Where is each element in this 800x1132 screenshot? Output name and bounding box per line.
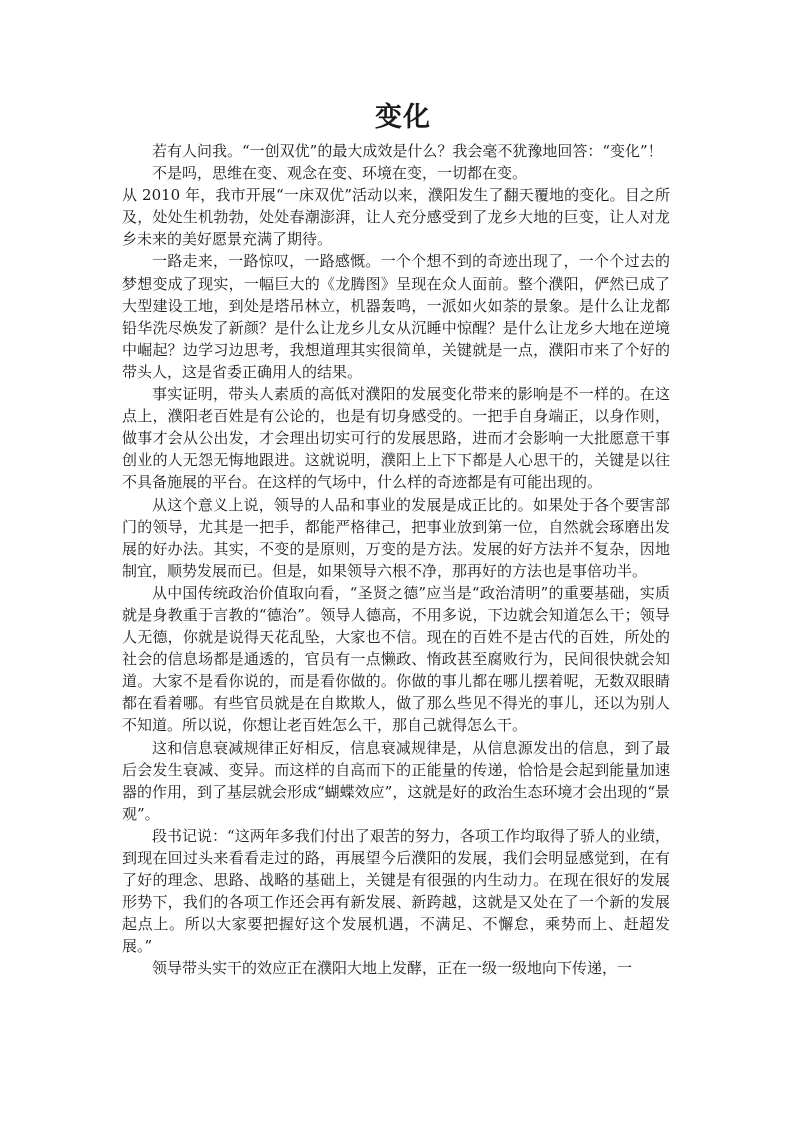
document-title: 变化 — [375, 102, 431, 133]
document-page — [122, 96, 670, 980]
paragraph: 这和信息衰减规律正好相反，信息衰减规律是，从信息源发出的信息，到了最后会发生衰减、变异。而这样的自高而下的正能量的传递，恰恰是会起到能量加速器的作用，到了基层就会形成“蝴蝶效应”，这就是好的政治生态环境才会出现的“景观”。 — [122, 738, 671, 823]
paragraph: 从 2010 年，我市开展“一床双优”活动以来，濮阳发生了翻天覆地的变化。目之所及，处处生机勃勃，处处春潮澎湃，让人充分感受到了龙乡大地的巨变，让人对龙乡未来的美好愿景充满了期待。 — [122, 186, 670, 249]
paragraph: 段书记说：“这两年多我们付出了艰苦的努力，各项工作均取得了骄人的业绩，到现在回过头来看看走过的路，再展望今后濮阳的发展，我们会明显感觉到，在有了好的理念、思路、战略的基础上，关键是有很强的内生动力。在现在很好的发展形势下，我们的各项工作还会再有新发展、新跨越，这就是又处在了一个新的发展起点上。所以大家要把握好这个发展机遇，不满足、不懈怠，乘势而上、赶超发展。” — [122, 826, 670, 956]
paragraph: 从中国传统政治价值取向看，“圣贤之德”应当是“政治清明”的重要基础，实质就是身教重于言教的“德治”。领导人德高，不用多说，下边就会知道怎么干；领导人无德，你就是说得天花乱坠，大家也不信。现在的百姓不是古代的百姓，所处的社会的信息场都是通透的，官员有一点懒政、惰政甚至腐败行为，民间很快就会知道。大家不是看你说的，而是看你做的。你做的事儿都在哪儿摆着呢，无数双眼睛都在看着哪。有些官员就是在自欺欺人，做了那么些见不得光的事儿，还以为别人不知道。所以说，你想让老百姓怎么干，那自己就得怎么干。 — [122, 583, 670, 735]
paragraph: 事实证明，带头人素质的高低对濮阳的发展变化带来的影响是不一样的。在这点上，濮阳老百姓是有公论的，也是有切身感受的。一把手自身端正，以身作则，做事才会从公出发，才会理出切实可行的发展思路，进而才会影响一大批愿意干事创业的人无怨无悔地跟进。这就说明，濮阳上上下下都是人心思干的，关键是以往不具备施展的平台。在这样的气场中，什么样的奇迹都是有可能出现的。 — [122, 385, 670, 492]
paragraph: 一路走来，一路惊叹，一路感慨。一个个想不到的奇迹出现了，一个个过去的梦想变成了现实，一幅巨大的《龙腾图》呈现在众人面前。整个濮阳，俨然已成了大型建设工地，到处是塔吊林立，机器轰鸣，一派如火如荼的景象。是什么让龙都铅华洗尽焕发了新颜？是什么让龙乡儿女从沉睡中惊醒？是什么让龙乡大地在逆境中崛起？边学习边思考，我想道理其实很简单，关键就是一点，濮阳市来了个好的带头人，这是省委正确用人的结果。 — [122, 252, 670, 381]
document-body — [122, 140, 670, 980]
paragraph: 若有人问我。“一创双优”的最大成效是什么？我会毫不犹豫地回答：“变化”！ — [152, 142, 663, 160]
paragraph: 从这个意义上说，领导的人品和事业的发展是成正比的。如果处于各个要害部门的领导，尤其是一把手，都能严格律己，把事业放到第一位，自然就会琢磨出发展的好办法。其实，不变的是原则，万变的是方法。发展的好方法并不复杂，因地制宜，顺势发展而已。但是，如果领导六根不净，那再好的方法也是事倍功半。 — [122, 495, 670, 580]
paragraph: 不是吗，思维在变、观念在变、环境在变，一切都在变。 — [152, 164, 528, 183]
paragraph: 领导带头实干的效应正在濮阳大地上发酵，正在一级一级地向下传递，一 — [152, 959, 633, 978]
